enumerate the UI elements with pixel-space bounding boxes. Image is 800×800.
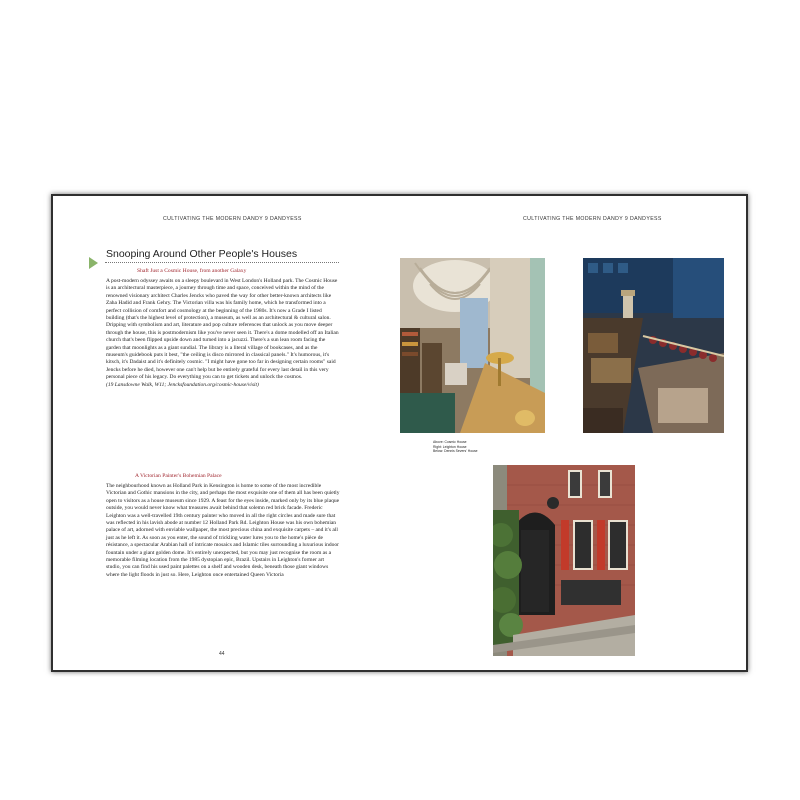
triangle-bullet-icon	[89, 257, 98, 269]
article2-subtitle: A Victorian Painter's Bohemian Palace	[135, 473, 222, 479]
article1-subtitle: Shaft Just a Cosmic House, from another Galaxy	[137, 268, 247, 274]
running-head-right: CULTIVATING THE MODERN DANDY 9 DANDYESS	[523, 216, 662, 222]
caption-line-2: Right: Leighton House	[433, 444, 467, 449]
article1-body-column	[106, 278, 340, 389]
cosmic-house-photo	[400, 258, 545, 433]
heading-divider	[105, 262, 339, 263]
cosmic-house-image	[400, 258, 545, 433]
page-number: 44	[219, 651, 225, 657]
caption-line-3: Below: Dennis Severs' House	[433, 449, 478, 453]
article2-body-column	[106, 483, 340, 579]
section-heading: Snooping Around Other People's Houses	[106, 248, 298, 260]
photo-caption	[433, 440, 478, 454]
article1-address: (19 Lansdowne Walk, W11; Jencksfoundation.org/cosmic-house/visit)	[106, 381, 259, 388]
article1-body: A post-modern odyssey awaits on a sleepy boulevard in West London's Holland park. The Cosmic House is an architectural masterpiece, a journey through time and space, conceived within the mind of the renowned visionary architect Charles Jencks who paved the way for other better-known architects like Zaha Hadid and Frank Gehry. The Victorian villa was his family home, which he transformed into a perfect collision of comfort and cosmology at the beginning of the 1980s. It's now a Grade I listed building (that's the highest level of protection), a museum, as well as an architectural & cultural salon. Dripping with symbolism and art, literature and pop culture references that unlock as you move deeper through the house, this is postmodernism like you've never seen it. There's a dome modelled off an Italian church that's been flipped upside down and turned into a jacuzzi. There's a sun lean room facing the garden that moonlights as a giant sundial. The library is a literal village of bookcases, and as the museum's guidebook puts it best, "the ceiling is disco mirrored in classical panels." It's humorous, it's kitsch, it's Dadaist and it's definitely cosmic. "I might have gone too far in designing certain rooms" said Jencks before he died, however one can't help but be entirely grateful for every last detail in this very personal piece of his legacy. Do everything you can to get tickets and unlock the cosmos.	[106, 278, 339, 381]
article2-body: The neighbourhood known as Holland Park in Kensington is home to some of the most incredible Victorian and Gothic mansions in the city, and perhaps the most exquisite one of them all has been quietly open to visitors as a house museum since 1929. A feast for the eyes inside, marked only by its blue plaque outside, you would never know what treasures await behind that solemn red brick facade. Frederic Leighton was a well-travelled 19th century painter who moved in all the right circles and made sure that was reflected in his lavish abode at number 12 Holland Park Rd. Leighton House was his own bohemian palace of art, adorned with enviable wallpaper, the most precious china and exquisite carpets – and it's all just as he left it. As soon as you enter, the sound of trickling water lures you to the home's pièce de résistance, a spectacular Arabian hall of intricate mosaics and Islamic tiles surrounding a luxurious indoor fountain under a giant golden dome. It's entirely unexpected, but you may just recognise the room as a memorable filming location from the 1985 dystopian epic, Brazil. Upstairs in Leighton's former art studio, you can find his used paint palettes on a shelf and wooden desk, beneath those giant windows where the light floods in just so. Here, Leighton once entertained Queen Victoria	[106, 483, 340, 578]
dennis-severs-house-image	[493, 465, 635, 656]
book-spread	[51, 194, 748, 672]
leighton-house-image	[583, 258, 724, 433]
caption-line-1: Above: Cosmic House	[433, 440, 467, 444]
dennis-severs-house-photo	[493, 465, 635, 656]
running-head-left: CULTIVATING THE MODERN DANDY 9 DANDYESS	[163, 216, 302, 222]
leighton-house-photo	[583, 258, 724, 433]
